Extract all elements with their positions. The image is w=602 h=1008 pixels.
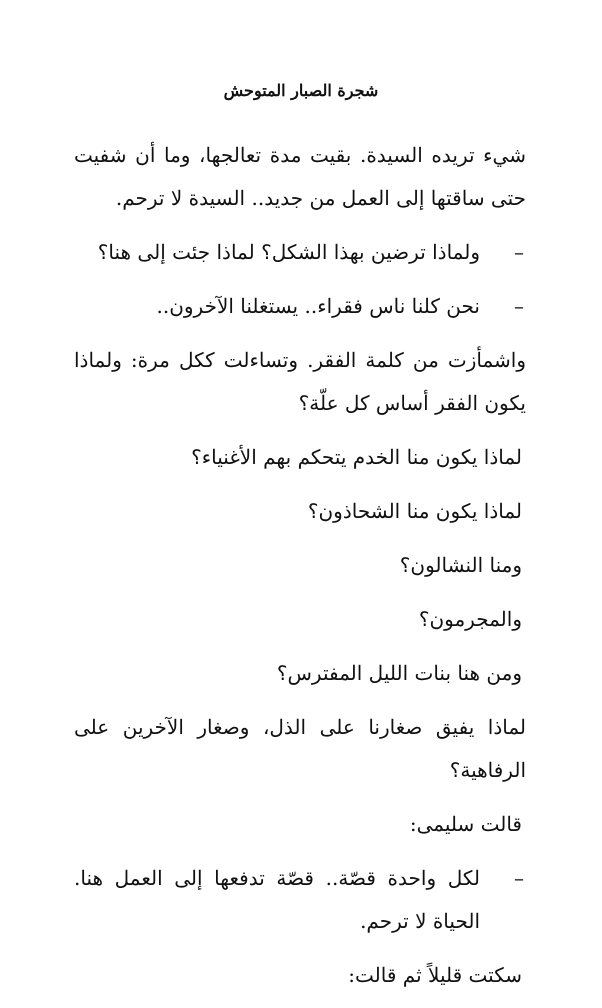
page-body <box>74 134 526 1008</box>
paragraph: شيء تريده السيدة. بقيت مدة تعالجها، وما أن شفيت حتى ساقتها إلى العمل من جديد.. السيدة لا ترحم. <box>74 143 526 210</box>
running-header: شجرة الصبار المتوحش <box>223 81 379 100</box>
paragraph: لماذا يكون منا الشحاذون؟ <box>307 499 522 523</box>
paragraph: قالت سليمى: <box>409 812 522 836</box>
paragraph: لماذا يفيق صغارنا على الذل، وصغار الآخرين على الرفاهية؟ <box>74 715 526 782</box>
paragraph: سكتت قليلاً ثم قالت: <box>348 963 522 987</box>
dialogue-line <box>74 285 526 328</box>
paragraph: واشمأزت من كلمة الفقر. وتساءلت ككل مرة: ولماذا يكون الفقر أساس كل علّة؟ <box>74 348 526 415</box>
paragraph: ومنا النشالون؟ <box>399 553 522 577</box>
paragraph: ومن هنا بنات الليل المفترس؟ <box>276 661 522 685</box>
dialogue-line <box>74 231 526 274</box>
paragraph: والمجرمون؟ <box>418 607 522 631</box>
dialogue-line <box>74 857 526 943</box>
dialogue-text: ولماذا ترضين بهذا الشكل؟ لماذا جئت إلى هنا؟ <box>97 240 480 264</box>
dialogue-text: نحن كلنا ناس فقراء.. يستغلنا الآخرون.. <box>156 294 480 318</box>
dialogue-dash: – <box>514 294 524 318</box>
dialogue-text: لكل واحدة قصّة.. قصّة تدفعها إلى العمل هنا. الحياة لا ترحم. <box>74 866 480 933</box>
dialogue-dash: – <box>514 866 524 890</box>
paragraph: لماذا يكون منا الخدم يتحكم بهم الأغنياء؟ <box>191 445 522 469</box>
dialogue-dash: – <box>514 240 524 264</box>
